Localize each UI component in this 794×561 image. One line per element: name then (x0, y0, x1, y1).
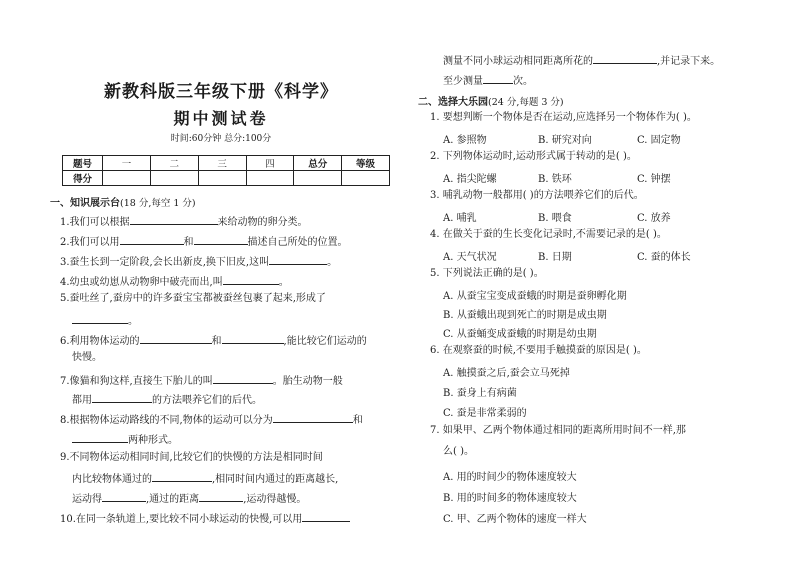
question-10: 10.在同一条轨道上,要比较不同小球运动的快慢,可以用 (60, 511, 350, 526)
choice-question-3: 3. 哺乳动物一般都用( )的方法喂养它们的后代。 (430, 190, 644, 201)
answer-blank[interactable] (223, 274, 279, 285)
choice-question-5: 5. 下列说法正确的是( )。 (430, 268, 544, 279)
option-b[interactable]: B. 蚕身上有病菌 (443, 388, 517, 399)
question-6-cont: 快慢。 (72, 352, 102, 363)
choice-question-7: 7. 如果甲、乙两个物体通过相同的距离所用时间不一样,那 (430, 425, 686, 436)
score-header-cell: 等级 (342, 156, 390, 171)
question-10-cont2: 至少测量 次。 (443, 73, 533, 88)
section2-title: 二、选择大乐园 (418, 97, 488, 108)
question-3: 3.蚕生长到一定阶段,会长出新皮,换下旧皮,这叫 。 (60, 254, 337, 269)
option-c[interactable]: C. 放养 (637, 213, 671, 224)
score-cell[interactable] (246, 171, 294, 186)
answer-blank[interactable] (213, 373, 273, 384)
option-b[interactable]: B. 从蚕蛾出现到死亡的时期是成虫期 (443, 310, 607, 321)
score-header-cell: 总分 (294, 156, 342, 171)
question-10-cont: 测量不同小球运动相同距离所花的 ,并记录下来。 (443, 53, 720, 68)
option-c[interactable]: C. 甲、乙两个物体的速度一样大 (443, 514, 587, 525)
answer-blank[interactable] (199, 491, 243, 502)
exam-title: 新教科版三年级下册《科学》 (104, 82, 338, 102)
option-c[interactable]: C. 从蚕蛹变成蚕蛾的时期是幼虫期 (443, 329, 597, 340)
section1-heading (50, 194, 196, 209)
choice-question-7-cont: 么( )。 (443, 446, 474, 457)
score-table-score-row (63, 171, 390, 186)
answer-blank[interactable] (102, 491, 146, 502)
question-5-cont: 。 (72, 313, 138, 328)
score-cell[interactable] (294, 171, 342, 186)
score-table (62, 155, 390, 186)
answer-blank[interactable] (222, 333, 284, 344)
option-c[interactable]: C. 蚕的体长 (637, 252, 691, 263)
answer-blank[interactable] (72, 313, 128, 324)
answer-blank[interactable] (194, 234, 248, 245)
question-8-cont: 两种形式。 (72, 432, 178, 447)
score-cell[interactable] (198, 171, 246, 186)
score-cell[interactable] (150, 171, 198, 186)
section1-note: (18 分,每空 1 分) (120, 198, 196, 209)
choice-question-1: 1. 要想判断一个物体是否在运动,应选择另一个物体作为( )。 (430, 112, 697, 123)
choice-question-6: 6. 在观察蚕的时候,不要用手触摸蚕的原因是( )。 (430, 345, 647, 356)
option-a[interactable]: A. 哺乳 (443, 213, 477, 224)
question-9: 9.不同物体运动相同时间,比较它们的快慢的方法是相同时间 (60, 452, 323, 463)
score-table-header-row (63, 156, 390, 171)
answer-blank[interactable] (302, 511, 350, 522)
choice-question-2: 2. 下列物体运动时,运动形式属于转动的是( )。 (430, 151, 637, 162)
score-header-cell: 三 (198, 156, 246, 171)
answer-blank[interactable] (72, 432, 128, 443)
question-8: 8.根据物体运动路线的不同,物体的运动可以分为 和 (60, 412, 363, 427)
option-b[interactable]: B. 研究对向 (538, 135, 592, 146)
question-4: 4.幼虫或幼崽从动物卵中破壳而出,叫 。 (60, 274, 289, 289)
score-row-label: 得分 (63, 171, 103, 186)
option-a[interactable]: A. 天气状况 (443, 252, 497, 263)
question-7: 7.像猫和狗这样,直接生下胎儿的叫 。胎生动物一般 (60, 373, 343, 388)
question-2: 2.我们可以用 和 描述自己所处的位置。 (60, 234, 348, 249)
answer-blank[interactable] (593, 53, 657, 64)
answer-blank[interactable] (152, 471, 212, 482)
answer-blank[interactable] (130, 214, 218, 225)
score-header-cell: 二 (150, 156, 198, 171)
question-7-cont: 都用 的方法喂养它们的后代。 (72, 392, 262, 407)
answer-blank[interactable] (269, 254, 327, 265)
option-b[interactable]: B. 用的时间多的物体速度较大 (443, 493, 577, 504)
answer-blank[interactable] (120, 234, 184, 245)
score-header-cell: 题号 (63, 156, 103, 171)
option-a[interactable]: A. 指尖陀螺 (443, 174, 497, 185)
option-a[interactable]: A. 参照物 (443, 135, 487, 146)
question-9-cont: 内比较物体通过的 ,相同时间内通过的距离越长, (72, 471, 338, 486)
answer-blank[interactable] (92, 392, 152, 403)
option-a[interactable]: A. 从蚕宝宝变成蚕蛾的时期是蚕卵孵化期 (443, 291, 627, 302)
question-1: 1.我们可以根据 来给动物的卵分类。 (60, 214, 308, 229)
option-b[interactable]: B. 铁环 (538, 174, 572, 185)
question-9-cont2: 运动得 ,通过的距离 ,运动得越慢。 (72, 491, 306, 506)
score-cell[interactable] (103, 171, 151, 186)
option-b[interactable]: B. 日期 (538, 252, 572, 263)
section2-note: (24 分,每题 3 分) (488, 97, 564, 108)
option-c[interactable]: C. 蚕是非常柔弱的 (443, 408, 527, 419)
answer-blank[interactable] (273, 412, 353, 423)
exam-subtitle: 期中测试卷 (173, 109, 269, 128)
answer-blank[interactable] (483, 73, 513, 84)
section1-title: 一、知识展示台 (50, 198, 120, 209)
score-cell[interactable] (342, 171, 390, 186)
exam-meta: 时间:60分钟 总分:100分 (170, 134, 272, 144)
score-header-cell: 一 (103, 156, 151, 171)
option-a[interactable]: A. 用的时间少的物体速度较大 (443, 472, 577, 483)
answer-blank[interactable] (140, 333, 212, 344)
question-5: 5.蚕吐丝了,蚕房中的许多蚕宝宝都被蚕丝包裹了起来,形成了 (60, 293, 326, 304)
section2-heading (418, 93, 564, 108)
question-6: 6.利用物体运动的 和 ,能比较它们运动的 (60, 333, 367, 348)
option-b[interactable]: B. 喂食 (538, 213, 572, 224)
choice-question-4: 4. 在做关于蚕的生长变化记录时,不需要记录的是( )。 (430, 229, 667, 240)
option-c[interactable]: C. 固定物 (637, 135, 681, 146)
option-a[interactable]: A. 触摸蚕之后,蚕会立马死掉 (443, 368, 570, 379)
score-header-cell: 四 (246, 156, 294, 171)
option-c[interactable]: C. 钟摆 (637, 174, 671, 185)
